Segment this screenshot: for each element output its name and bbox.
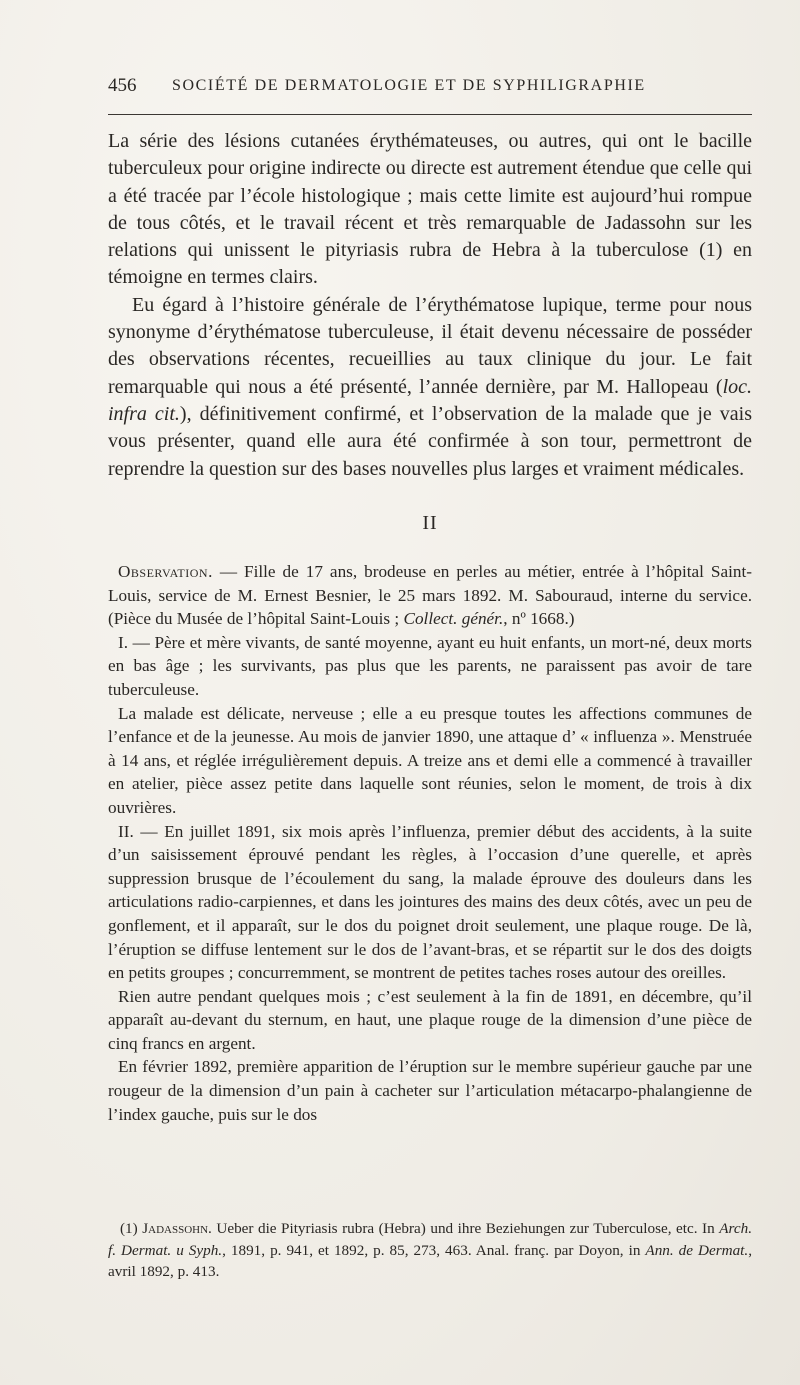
observation-paragraph: II. — En juillet 1891, six mois après l’influenza, premier début des accidents, à la suite d’un saisissement éprouvé pendant les règles, à l’occasion d’une querelle, et après suppression brusque de l’écoulement du sang, la malade éprouve des douleurs dans les articulations radio-carpiennes, et dans les jointures des mains des deux côtés, avec un peu de gonflement, et il apparaît, sur le dos du poignet droit seulement, une plaque rouge. De là, l’éruption se diffuse lentement sur le dos de l’avant-bras, et se répartit sur le dos des doigts en petits groupes ; concurremment, se montrent de petites taches roses autour des oreilles. xyxy=(108,821,752,983)
observation-paragraph: Rien autre pendant quelques mois ; c’est seulement à la fin de 1891, en décembre, qu’il apparaît au-devant du sternum, en haut, une plaque rouge de la dimension d’une pièce de cinq francs en argent. xyxy=(108,986,752,1053)
observation-paragraph: I. — Père et mère vivants, de santé moyenne, ayant eu huit enfants, un mort-né, deux morts en bas âge ; les survivants, pas plus que les parents, ne paraissent pas avoir de tare tuberculeuse. xyxy=(108,632,752,699)
observation-paragraph: En février 1892, première apparition de l’éruption sur le membre supérieur gauche par une rougeur de la dimension d’un pain à cacheter sur l’articulation métacarpo-phalangienne de l’index gauche, puis sur le dos xyxy=(108,1057,752,1124)
footnote xyxy=(108,1218,752,1283)
observation-paragraph: La malade est délicate, nerveuse ; elle a eu presque toutes les affections communes de l’enfance et de la jeunesse. Au mois de janvier 1890, une attaque d’ « influenza ». Menstruée à 14 ans, et réglée irrégulièrement depuis. A treize ans et demi elle a commencé à travailler en atelier, pièce assez petite dans laquelle sont réunies, selon le moment, de trois à dix ouvrières. xyxy=(108,703,752,817)
running-header xyxy=(108,75,760,101)
header-rule xyxy=(108,114,752,115)
section-heading: II xyxy=(422,512,438,534)
page-number: 456 xyxy=(108,75,137,96)
running-title: SOCIÉTÉ DE DERMATOLOGIE ET DE SYPHILIGRAPHIE xyxy=(172,77,646,94)
footnote-author: Jadassohn. xyxy=(142,1220,212,1237)
footnote-text: (1) Jadassohn. Ueber die Pityriasis rubra (Hebra) und ihre Beziehungen zur Tuberculose, etc. In Arch. f. Dermat. u Syph., 1891, p. 941, et 1892, p. 85, 273, 463. Anal. franç. par Doyon, in Ann. de Dermat., avril 1892, p. 413. xyxy=(108,1220,752,1280)
observation-label: Observation. xyxy=(118,562,213,581)
intro-paragraph-2: Eu égard à l’histoire générale de l’érythématose lupique, terme pour nous synonyme d’érythématose tuberculeuse, il était devenu nécessaire de posséder des observations récentes, recueillies au taux clinique du jour. Le fait remarquable qui nous a été présenté, l’année dernière, par M. Hallopeau (loc. infra cit.), définitivement confirmé, et l’observation de la malade que je vais vous présenter, quand elle aura été confirmée à son tour, permettront de reprendre la question sur des bases nouvelles plus larges et vraiment médicales. xyxy=(108,293,752,480)
observation-lead: Observation. — Fille de 17 ans, brodeuse en perles au métier, entrée à l’hôpital Saint-Louis, service de M. Ernest Besnier, le 25 mars 1892. M. Sabouraud, interne du service. (Pièce du Musée de l’hôpital Saint-Louis ; Collect. génér., nº 1668.) xyxy=(108,562,752,629)
observation-text xyxy=(108,560,752,1126)
citation-ref: loc. infra cit. xyxy=(108,375,752,425)
intro-text xyxy=(108,128,752,483)
intro-paragraph-1: La série des lésions cutanées érythémateuses, ou autres, qui ont le bacille tuberculeux pour origine indirecte ou directe est autrement étendue que celle qui a été tracée par l’école histologique ; mais cette limite est aujourd’hui rompue de tous côtés, et le travail récent et très remarquable de Jadassohn sur les relations qui unissent le pityriasis rubra de Hebra à la tuberculose (1) en témoigne en termes clairs. xyxy=(108,130,752,289)
